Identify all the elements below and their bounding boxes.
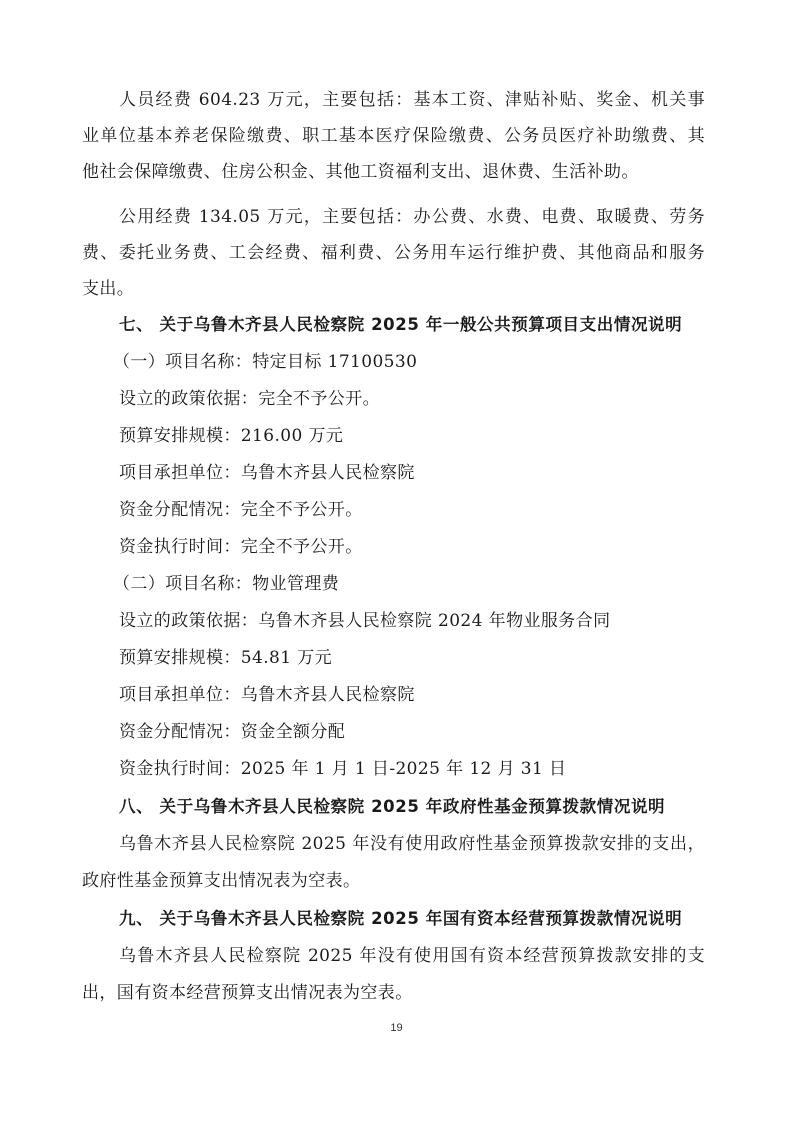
personnel-expense-line-2: 业单位基本养老保险缴费、职工基本医疗保险缴费、公务员医疗补助缴费、其	[82, 126, 705, 146]
project-1-undertaking-unit: 项目承担单位：乌鲁木齐县人民检察院	[119, 463, 415, 483]
project-2-execution-time: 资金执行时间：2025 年 1 月 1 日-2025 年 12 月 31 日	[119, 759, 567, 779]
project-2-name: （二）项目名称：物业管理费	[113, 574, 340, 594]
personnel-expense-line-3: 他社会保障缴费、住房公积金、其他工资福利支出、退休费、生活补助。	[82, 162, 639, 182]
public-expense-line-3: 支出。	[82, 279, 135, 299]
section-8-heading: 八、 关于乌鲁木齐县人民检察院 2025 年政府性基金预算拨款情况说明	[119, 797, 666, 816]
project-1-execution-time: 资金执行时间：完全不予公开。	[119, 537, 363, 557]
page-number: 19	[390, 1022, 403, 1034]
project-2-budget-scale: 预算安排规模：54.81 万元	[119, 648, 333, 668]
section-9-text-line-2: 出，国有资本经营预算支出情况表为空表。	[82, 983, 413, 1003]
section-8-text-line-2: 政府性基金预算支出情况表为空表。	[82, 871, 361, 891]
personnel-expense-line-1: 人员经费 604.23 万元，主要包括：基本工资、津贴补贴、奖金、机关事	[119, 90, 705, 110]
public-expense-line-1: 公用经费 134.05 万元，主要包括：办公费、水费、电费、取暖费、劳务	[119, 207, 705, 227]
section-9-text-line-1: 乌鲁木齐县人民检察院 2025 年没有使用国有资本经营预算拨款安排的支	[119, 946, 705, 966]
section-9-heading: 九、 关于乌鲁木齐县人民检察院 2025 年国有资本经营预算拨款情况说明	[119, 909, 683, 928]
project-1-budget-scale: 预算安排规模：216.00 万元	[119, 426, 344, 446]
project-2-undertaking-unit: 项目承担单位：乌鲁木齐县人民检察院	[119, 685, 415, 705]
project-1-policy-basis: 设立的政策依据：完全不予公开。	[119, 389, 380, 409]
project-2-policy-basis: 设立的政策依据：乌鲁木齐县人民检察院 2024 年物业服务合同	[119, 611, 611, 631]
project-1-fund-allocation: 资金分配情况：完全不予公开。	[119, 500, 363, 520]
project-1-name: （一）项目名称：特定目标 17100530	[113, 352, 418, 372]
section-8-text-line-1: 乌鲁木齐县人民检察院 2025 年没有使用政府性基金预算拨款安排的支出，	[119, 834, 705, 854]
project-2-fund-allocation: 资金分配情况：资金全额分配	[119, 722, 346, 742]
section-7-heading: 七、 关于乌鲁木齐县人民检察院 2025 年一般公共预算项目支出情况说明	[119, 315, 683, 334]
public-expense-line-2: 费、委托业务费、工会经费、福利费、公务用车运行维护费、其他商品和服务	[82, 243, 705, 263]
